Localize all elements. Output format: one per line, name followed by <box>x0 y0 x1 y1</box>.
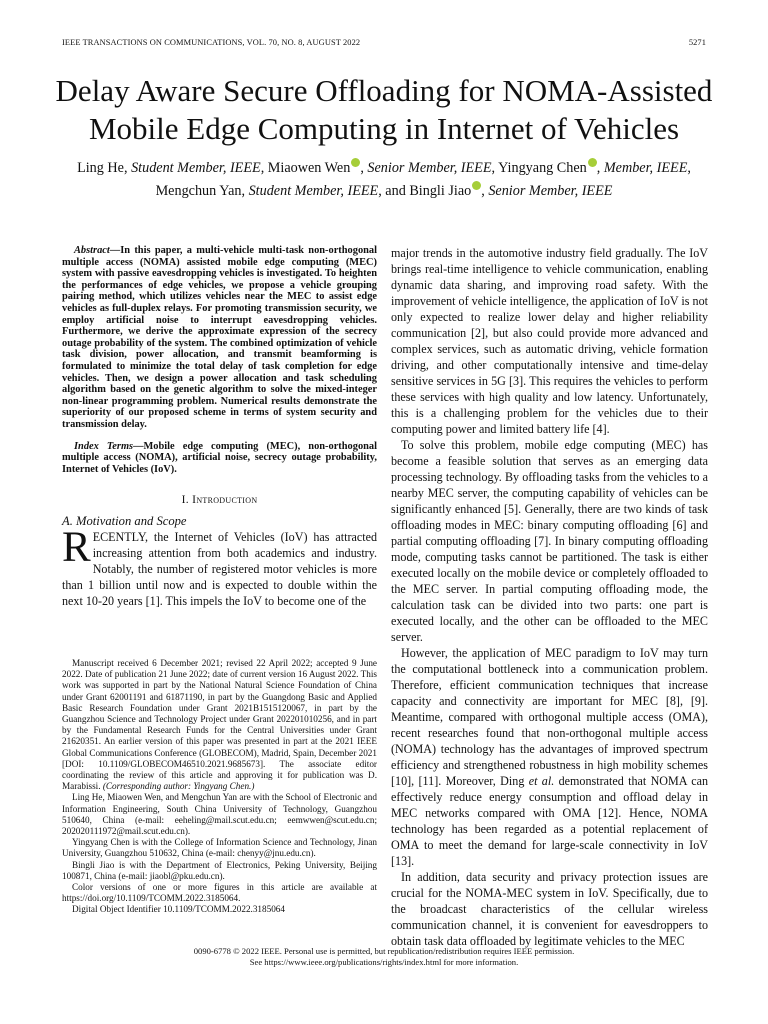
author-name: Ling He, <box>77 160 128 176</box>
abstract-label: Abstract <box>74 245 110 256</box>
section-title: Introduction <box>192 493 258 507</box>
paragraph-text: demonstrated that NOMA can effectively reduce energy consumption and offload delay in MEC networks compared with OMA [12]. Hence, NOMA technology has been regarded as a potential replacement of OMA to meet the demand for large-scale connectivity in IoV [13]. <box>391 774 708 868</box>
body-paragraph: major trends in the automotive industry field gradually. The IoV brings real-time intelligence to vehicle communication, enabling dynamic data sharing, and improving road safety. With the improvement of vehicle intelligence, the application of IoV is not only expected to realize lower delay and higher reliability communication [2], but also could provide more advanced and complex services, such as automatic driving, vehicle formation driving, and other computationally intensive and time-delay sensitive services in 5G [3]. This requires the vehicles to perform these services with high quality and low latency. Unfortunately, this is a challenging problem for the vehicles due to their computing power and limited battery life [4]. <box>391 246 708 436</box>
paper-title <box>40 72 728 148</box>
page-number: 5271 <box>688 38 706 47</box>
body-paragraph: In addition, data security and privacy protection issues are crucial for the NOMA-MEC system in IoV. Specifically, due to the broadcast characteristics of the cellular wireless communication channel, it is convenient for eavesdroppers to obtain task data offloaded by legitimate vehicles to the MEC <box>391 870 708 948</box>
subsection-heading: A. Motivation and Scope <box>62 514 187 529</box>
abstract <box>62 245 377 431</box>
footnote-affiliation: Yingyang Chen is with the College of Information Science and Technology, Jinan University, Guangzhou 510632, China (e-mail: chenyy@jnu.edu.cn). <box>62 837 377 859</box>
journal-info: IEEE TRANSACTIONS ON COMMUNICATIONS, VOL. 70, NO. 8, AUGUST 2022 <box>62 38 361 47</box>
orcid-icon[interactable] <box>472 181 481 190</box>
author-role: Student Member, IEEE <box>131 160 261 176</box>
author-name: Mengchun Yan, <box>155 183 246 199</box>
title-line-1: Delay Aware Secure Offloading for NOMA-Assisted <box>55 73 713 108</box>
copyright-line-1: 0090-6778 © 2022 IEEE. Personal use is permitted, but republication/redistribution requires IEEE permission. <box>193 946 575 956</box>
index-terms-text: Mobile edge computing (MEC), non-orthogonal multiple access (NOMA), artificial noise, secrecy outage probability, Internet of Vehicles (IoV). <box>62 440 377 475</box>
author-name: , Yingyang Chen <box>491 160 587 176</box>
index-terms <box>62 441 377 476</box>
corresponding-author: (Corresponding author: Yingyang Chen.) <box>102 781 255 792</box>
abstract-text: In this paper, a multi-vehicle multi-task non-orthogonal multiple access (NOMA) assisted mobile edge computing (MEC) system with passive eavesdropping vehicles is investigated. To heighten the performances of edge vehicles, we propose a vehicle grouping pairing method, which utilizes vehicles near the MEC to assist edge vehicles as full-duplex relays. For promoting transmission security, we employ artificial noise to interrupt eavesdropping vehicles. Furthermore, we derive the approximate expression of the secrecy outage probability of the system. The combined optimization of vehicle task division, power allocation, and transmit beamforming is formulated to minimize the total delay of task completion for edge vehicles. Then, we design a power allocation and task scheduling algorithm based on the genetic algorithm to solve the mixed-integer non-linear programming problem. Numerical results demonstrate the superiority of our proposed scheme in terms of system security and transmission delay. <box>62 245 377 430</box>
copyright-notice <box>62 946 706 968</box>
running-head <box>62 38 706 50</box>
footnote-manuscript <box>62 658 377 792</box>
intro-body <box>62 524 377 609</box>
body-paragraph: To solve this problem, mobile edge computing (MEC) has become a feasible solution that serves as an emerging data processing technology. By offloading tasks from the vehicles to a nearby MEC server, the computing capability of vehicles can be significantly enhanced [5]. Generally, there are two kinds of task offloading modes in MEC: binary computing offloading [6] and partial computing offloading [7]. In binary computing offloading mode, computing tasks cannot be partitioned. The task is either executed locally on the mobile device or completely offloaded to the MEC server. In partial computing offloading mode, the calculation task can be divided into two parts: one part is executed locally, and the other can be offloaded to the MEC server. <box>391 438 708 644</box>
footnote-text: Manuscript received 6 December 2021; revised 22 April 2022; accepted 9 June 2022. Date of publication 21 June 2022; date of current version 16 August 2022. This work was supported in part by the National Natural Science Foundation of China under Grant 62001191 and 61871190, in part by the Guangdong Basic and Applied Basic Research Foundation under Grant 2021B1515120067, in part by the Guangzhou Science and Technology Project under Grant 202201010256, and in part by the Fundamental Research Funds for the Central Universities under Grant 21620351. An earlier version of this paper was presented in part at the 2021 IEEE Global Communications Conference (GLOBECOM), Madrid, Spain, December 2021 [DOI: 10.1109/GLOBECOM46510.2021.9685673]. The associate editor coordinating the review of this article and approving it for publication was D. Marabissi. <box>62 658 377 792</box>
author-name: , and Bingli Jiao <box>378 183 472 199</box>
author-role: Senior Member, IEEE <box>367 160 492 176</box>
author-line-1: Ling He, Student Member, IEEE, Miaowen Wen , Senior Member, IEEE, Yingyang Chen , Member, IEEE, <box>77 160 691 176</box>
section-heading <box>62 493 377 507</box>
intro-paragraph: ECENTLY, the Internet of Vehicles (IoV) has attracted increasing attention from both academics and industry. Notably, the number of registered motor vehicles is more than 1 billion until now and is expected to double within the next 10-20 years [1]. This impels the IoV to become one of the <box>62 530 377 609</box>
author-role: Student Member, IEEE <box>248 183 379 199</box>
dash: — <box>109 245 121 256</box>
drop-cap: R <box>62 524 91 572</box>
right-column <box>391 245 708 949</box>
et-al: et al. <box>528 774 555 788</box>
paragraph-text: However, the application of MEC paradigm to IoV may turn the computational bottleneck into a communication problem. Therefore, efficient communication techniques that increase capacity and connectivity are important for MEC [8], [9]. Meantime, compared with orthogonal multiple access (OMA), recent researches found that non-orthogonal multiple access (NOMA) technology has the advantages of improved spectrum efficiency and strengthened robustness in high mobility schemes [10], [11]. Moreover, Ding <box>391 646 708 788</box>
author-role: Senior Member, IEEE <box>488 183 613 199</box>
author-line-2: Mengchun Yan, Student Member, IEEE, and Bingli Jiao , Senior Member, IEEE <box>155 183 613 199</box>
author-role: Member, IEEE <box>603 160 688 176</box>
footnote-color-figures: Color versions of one or more figures in this article are available at https://doi.org/10.1109/TCOMM.2022.3185064. <box>62 882 377 904</box>
author-name: , Miaowen Wen <box>260 160 351 176</box>
left-column <box>62 245 377 609</box>
footnote-affiliation: Bingli Jiao is with the Department of Electronics, Peking University, Beijing 100871, China (e-mail: jiaobl@pku.edu.cn). <box>62 859 377 881</box>
body-paragraph <box>391 645 708 869</box>
dash: — <box>133 440 144 452</box>
footnote-doi: Digital Object Identifier 10.1109/TCOMM.2022.3185064 <box>72 904 285 915</box>
title-line-2: Mobile Edge Computing in Internet of Vehicles <box>88 111 680 146</box>
copyright-line-2: See https://www.ieee.org/publications/rights/index.html for more information. <box>249 957 519 967</box>
orcid-icon[interactable] <box>588 158 597 167</box>
footnotes <box>62 658 377 916</box>
index-terms-label: Index Terms <box>74 440 134 452</box>
footnote-affiliation: Ling He, Miaowen Wen, and Mengchun Yan are with the School of Electronic and Information Engineering, South China University of Technology, Guangzhou 510640, China (e-mail: eeheling@mail.scut.edu.cn; eemwwen@scut.edu.cn; 202020111972@mail.scut.edu.cn). <box>62 792 377 837</box>
orcid-icon[interactable] <box>351 158 360 167</box>
section-number: I. <box>181 493 189 507</box>
separator: , <box>687 160 691 176</box>
author-list <box>40 157 728 203</box>
